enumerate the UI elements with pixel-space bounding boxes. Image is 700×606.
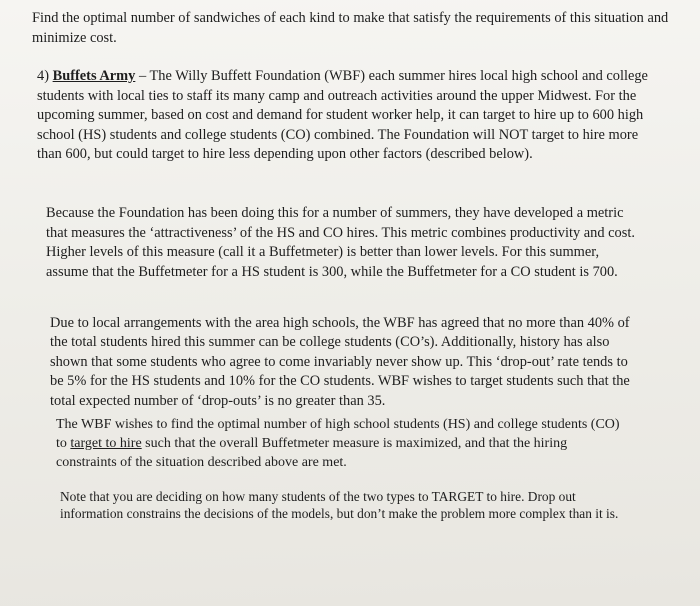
title-dash: – [135,68,150,84]
goal-underlined-phrase: target to hire [70,435,142,451]
constraints-paragraph: Due to local arrangements with the area high schools, the WBF has agreed that no more than 40% of the total students hired this summer can be college students (CO’s). Additionally, history has also shown that some students who agree to come invariably never show up. This ‘drop-out’ rate tends to be 5% for the HS students and 10% for the CO students. WBF wishes to target students such that the total expected number of ‘drop-outs’ is no greater than 35. [50,315,630,409]
problem-text: The Willy Buffett Foundation (WBF) each summer hires local high school and college students with local ties to staff its many camp and outreach activities around the upper Midwest. For the upcoming summer, based on cost and demand for student worker help, it can target to hire up to 600 high school (HS) students and college students (CO) combined. The Foundation will NOT target to hire more than 600, but could target to hire less depending upon other factors (described below). [37,68,648,163]
note-paragraph: Note that you are deciding on how many students of the two types to TARGET to hire. Drop out information constrains the decisions of the models, but don’t make the problem more complex than it is. [60,489,619,522]
problem-title: Buffets Army [52,68,136,84]
problem-4-paragraph [37,67,649,165]
buffetmeter-paragraph: Because the Foundation has been doing this for a number of summers, they have developed a metric that measures the ‘attractiveness’ of the HS and CO hires. This metric combines productivity and cost. Higher levels of this measure (call it a Buffetmeter) is better than lower levels. For this summer, assume that the Buffetmeter for a HS student is 300, while the Buffetmeter for a CO student is 700. [46,205,635,280]
intro-paragraph: Find the optimal number of sandwiches of each kind to make that satisfy the requirements of this situation and minimize cost. [32,10,669,46]
goal-text-before: The WBF wishes to find the optimal number of high school students (HS) and college students (CO) to [56,417,620,451]
goal-text-after: such that the overall Buffetmeter measure is maximized, and that the hiring constraints of the situation described above are met. [56,435,568,470]
problem-number: 4) [37,68,49,84]
goal-paragraph [56,416,631,472]
